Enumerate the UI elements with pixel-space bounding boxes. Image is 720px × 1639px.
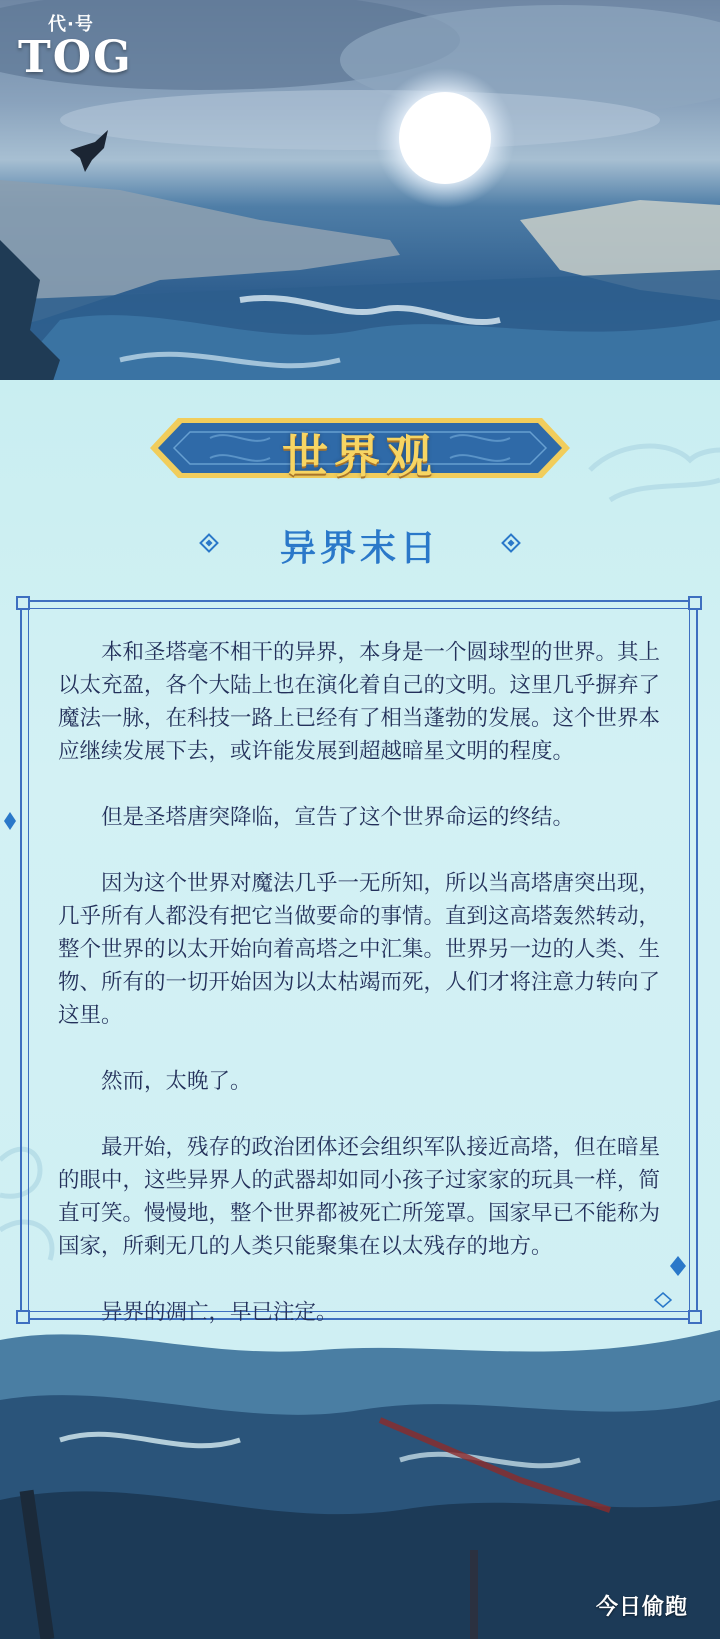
game-logo	[18, 10, 143, 83]
diamond-ornament-icon	[670, 1256, 686, 1276]
frame-corner	[16, 596, 30, 610]
paragraph: 然而，太晚了。	[101, 1069, 252, 1094]
frame-corner	[688, 596, 702, 610]
paragraph: 但是圣塔唐突降临，宣告了这个世界命运的终结。	[101, 805, 575, 830]
section-heading	[0, 520, 720, 570]
footer-illustration	[0, 1320, 720, 1639]
paragraph: 异界的凋亡，早已注定。	[101, 1300, 338, 1325]
paragraph: 因为这个世界对魔法几乎一无所知，所以当高塔唐突出现，几乎所有人都没有把它当做要命的事情。直到这高塔轰然转动，整个世界的以太开始向着高塔之中汇集。世界另一边的人类、生物、所有的一切开始因为以太枯竭而死，人们才将注意力转向了这里。	[58, 871, 661, 1028]
paragraph: 最开始，残存的政治团体还会组织军队接近高塔，但在暗星的眼中，这些异界人的武器却如同小孩子过家家的玩具一样，简直可笑。慢慢地，整个世界都被死亡所笼罩。国家早已不能称为国家，所剩无几的人类只能聚集在以太残存的地方。	[58, 1135, 661, 1259]
banner-title: 世界观	[282, 429, 438, 483]
section-subtitle: 异界末日	[279, 528, 440, 569]
diamond-ornament-icon	[500, 532, 522, 554]
logo-prefix: 代·号	[48, 14, 94, 35]
logo-mark: TOG	[18, 32, 133, 83]
story-text	[58, 636, 670, 1329]
watermark: 今日偷跑	[595, 1595, 688, 1620]
diamond-ornament-icon	[4, 812, 16, 830]
title-banner	[150, 408, 570, 488]
paragraph: 本和圣塔毫不相干的异界，本身是一个圆球型的世界。其上以太充盈，各个大陆上也在演化着自己的文明。这里几乎摒弃了魔法一脉，在科技一路上已经有了相当蓬勃的发展。这个世界本应继续发展下去，或许能发展到超越暗星文明的程度。	[58, 640, 661, 764]
